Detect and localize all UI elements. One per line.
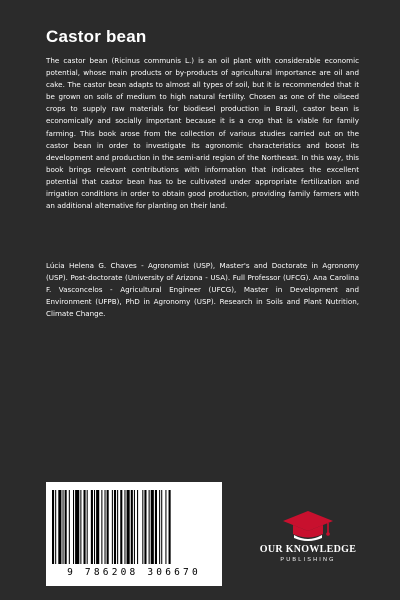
- publisher-tagline: PUBLISHING: [280, 557, 336, 563]
- isbn-number: 9 786208 306670: [67, 567, 201, 578]
- barcode-bars: [52, 490, 216, 564]
- author-bio: Lúcia Helena G. Chaves - Agronomist (USP), Master's and Doctorate in Agronomy (USP). Post-doctorate (University of Arizona - USA). Full Professor (UFCG). Ana Carolina F. Vasconcelos - Agricultural Engineer (UFCG), Master in Development and Environment (UFPB), PhD in Agronomy (USP). Research in Soils and Plant Nutrition, Climate Change.: [46, 261, 359, 319]
- graduation-cap-book-icon: [282, 510, 334, 544]
- publisher-logo: [258, 510, 358, 570]
- book-description: The castor bean (Ricinus communis L.) is an oil plant with considerable economic potential, whose main products or by-products of agricultural importance are oil and cake. The castor bean adapts to almost all types of soil, but it is recommended that it be grown on soils of medium to high natural fertility. Chosen as one of the oilseed crops to supply raw materials for biodiesel production in Brazil, castor bean is economically and socially important because it is a crop that is viable for family farming. This book arose from the collection of various studies carried out on the castor bean in order to investigate its agronomic characteristics and boost its development and production in the semi-arid region of the Northeast. In this way, this book brings relevant contributions with information that indicates the excellent potential that castor bean has to be cultivated under appropriate fertilization and irrigation conditions in order to obtain good production, providing family farmers with an additional alternative for planting on their land.: [46, 56, 359, 211]
- book-title: Castor bean: [46, 27, 147, 46]
- publisher-name: OUR KNOWLEDGE: [259, 544, 357, 555]
- barcode: [46, 482, 222, 586]
